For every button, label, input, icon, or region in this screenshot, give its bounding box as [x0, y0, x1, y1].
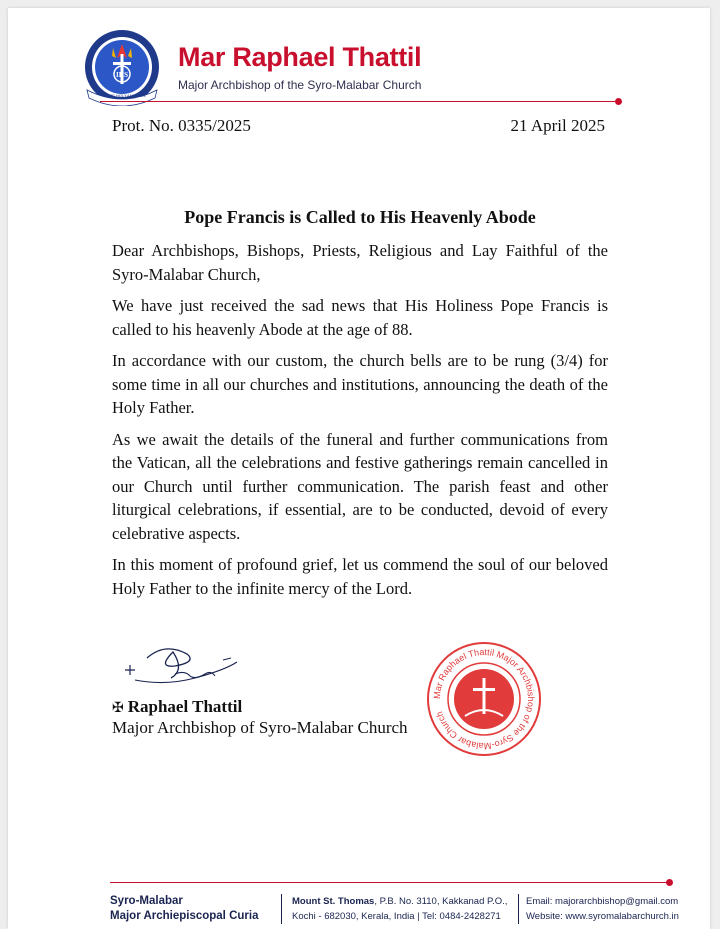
footer-contact — [526, 894, 679, 924]
footer-email[interactable]: Email: majorarchbishop@gmail.com — [526, 896, 679, 907]
cross-icon: ✠ — [112, 701, 124, 716]
protocol-number: Prot. No. 0335/2025 — [112, 116, 251, 135]
footer-website[interactable]: Website: www.syromalabarchurch.in — [526, 911, 679, 922]
header-name: Mar Raphael Thattil — [178, 42, 422, 72]
footer-separator — [281, 894, 282, 924]
salutation: Dear Archbishops, Bishops, Priests, Religious and Lay Faithful of the Syro-Malabar Church, — [112, 241, 608, 284]
footer-address — [292, 894, 507, 924]
svg-text:AND GIVE: AND GIVE — [127, 93, 147, 98]
body-paragraph: As we await the details of the funeral and further communications from the Vatican, all the celebrations and festive gatherings remain cancelled in our Church until further communication. The parish feast and other liturgical celebrations, if essential, are to be conducted, devoid of every celebrative aspects. — [112, 429, 608, 543]
header-divider-dot — [615, 98, 622, 105]
signer-name-text: Raphael Thattil — [127, 697, 243, 716]
letter-date: 21 April 2025 — [510, 116, 605, 135]
body-paragraph: In this moment of profound grief, let us commend the soul of our beloved Holy Father to the infinite mercy of the Lord. — [112, 555, 608, 598]
svg-text:IHS: IHS — [115, 71, 129, 79]
footer-address-line2: Kochi - 682030, Kerala, India | Tel: 0484-2428271 — [292, 911, 501, 922]
footer-divider — [110, 882, 670, 883]
footer-organization — [110, 894, 258, 924]
letter-title: Pope Francis is Called to His Heavenly Abode — [184, 207, 536, 227]
footer-divider-dot — [666, 879, 673, 886]
footer-address-line1: , P.B. No. 3110, Kakkanad P.O., — [374, 896, 508, 907]
body-paragraph: We have just received the sad news that His Holiness Pope Francis is called to his heavenly Abode at the age of 88. — [112, 296, 608, 339]
footer-org-line1: Syro-Malabar — [110, 895, 183, 907]
header-divider — [100, 101, 622, 102]
handwritten-signature — [115, 640, 245, 690]
emblem-logo — [83, 28, 161, 106]
header-subtitle: Major Archbishop of the Syro-Malabar Church — [178, 78, 422, 92]
signer-title: Major Archbishop of Syro-Malabar Church — [112, 718, 408, 737]
body-paragraph: In accordance with our custom, the church bells are to be rung (3/4) for some time in all our churches and institutions, announcing the death of the Holy Father. — [112, 351, 608, 417]
letter-body — [112, 239, 608, 608]
svg-text:TO BE HOLY: TO BE HOLY — [103, 93, 127, 98]
footer-address-bold: Mount St. Thomas — [292, 896, 375, 907]
svg-text:Mar Raphael Thattil Major Arch: Mar Raphael Thattil Major Archbishop of the Syro-Malabar Church — [431, 646, 537, 752]
footer-separator — [518, 894, 519, 924]
signer-name — [112, 697, 242, 717]
footer-org-line2: Major Archiepiscopal Curia — [110, 910, 259, 922]
official-seal — [425, 640, 543, 758]
